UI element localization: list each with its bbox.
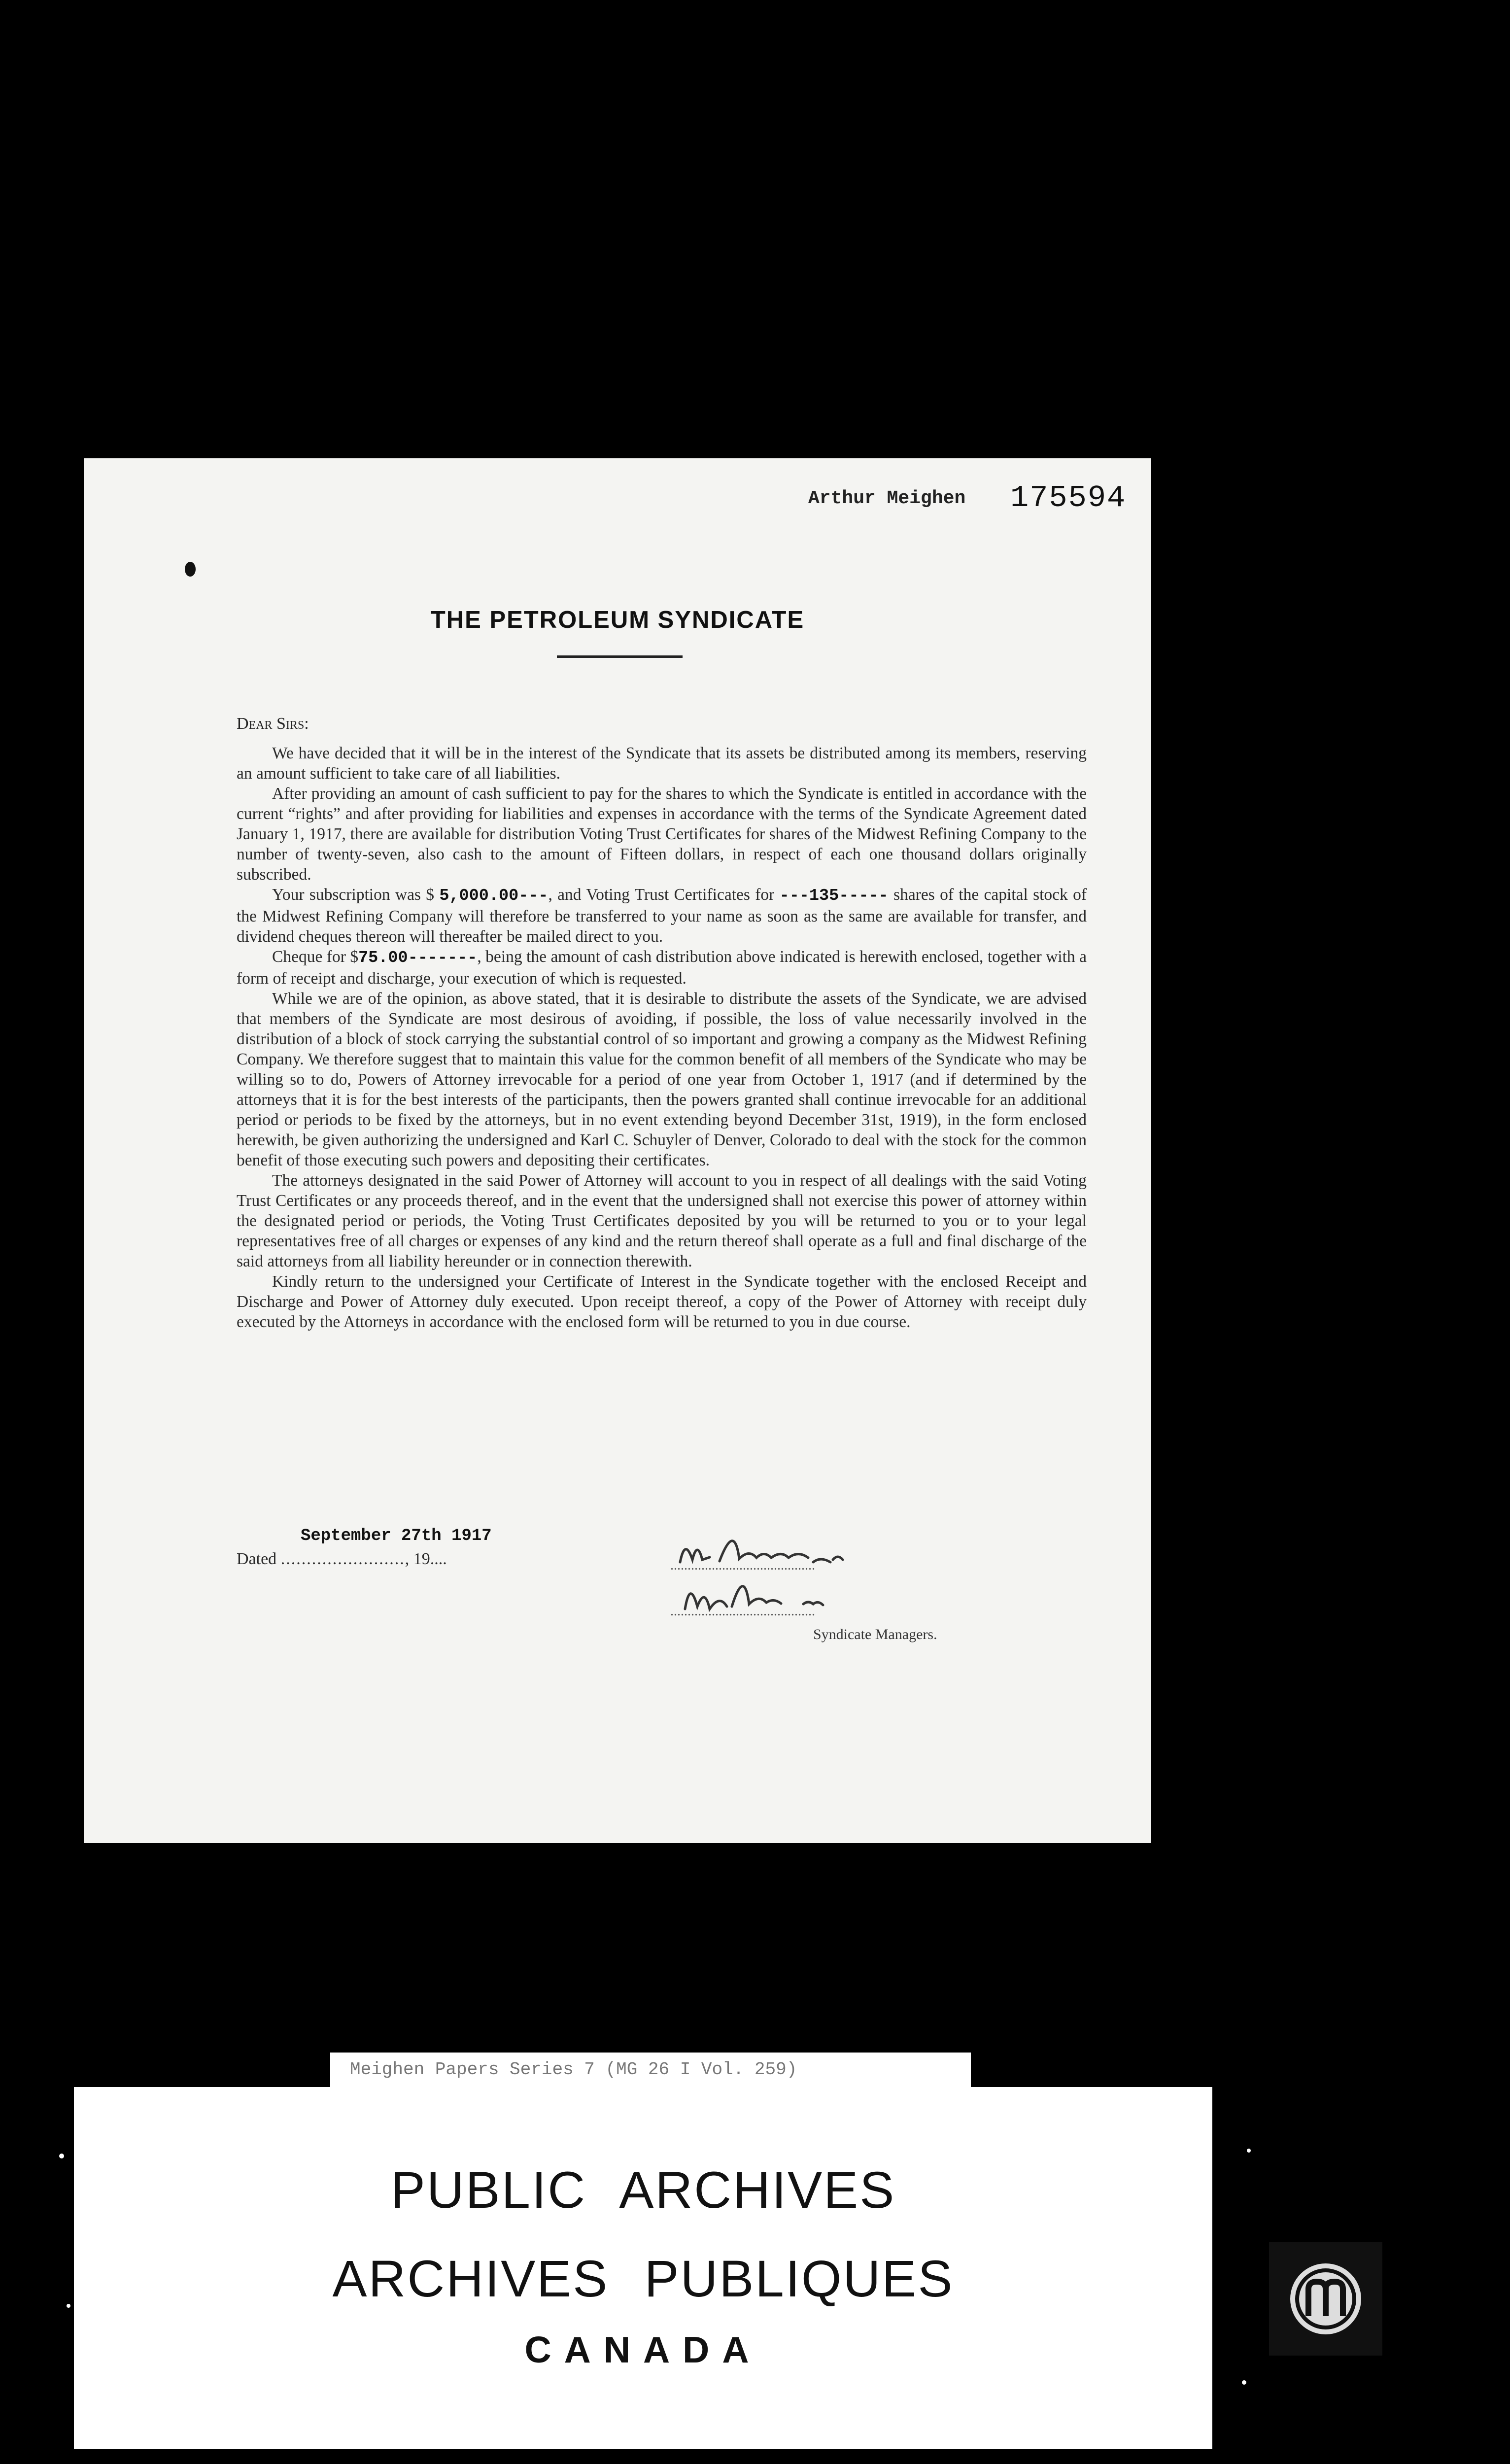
reference-number: 175594 xyxy=(1010,480,1127,515)
syndicate-managers-label: Syndicate Managers. xyxy=(813,1626,937,1643)
typed-date: September 27th 1917 xyxy=(301,1527,492,1545)
paragraph-5: While we are of the opinion, as above stated, that it is desirable to distribute the assets of the Syndicate, we are advised that members of the Syndicate are most desirous of avoiding, if possible, the loss of value necessarily involved in the distribution of a block of stock carrying the substantial control of so important and growing a company as the Midwest Refining Company. We therefore suggest that to maintain this value for the common benefit of all members of the Syndicate who may be willing so to do, Powers of Attorney irrevocable for a period of one year from October 1, 1917 (and if determined by the attorneys that it is for the best interests of the participants, then the powers granted shall continue irrevocable for an additional period or periods to be fixed by the attorneys, but in no event extending beyond December 31st, 1919), in the form enclosed herewith, be given authorizing the undersigned and Karl C. Schuyler of Denver, Colorado to deal with the stock for the common benefit of those executing such powers and depositing their certificates. xyxy=(237,990,1087,1169)
archive-reference-strip: Meighen Papers Series 7 (MG 26 I Vol. 259) xyxy=(330,2053,971,2089)
letter-page xyxy=(84,458,1151,1843)
archive-line-country: CANADA xyxy=(524,2329,762,2370)
share-count: ---135----- xyxy=(779,887,889,905)
cheque-description: , being the amount of cash distribution above indicated is herewith enclosed, together with a form of receipt and discharge, your execution of which is requested. xyxy=(237,948,1087,988)
certificates-text: , and Voting Trust Certificates for xyxy=(548,886,775,904)
year-prefix: , 19.... xyxy=(405,1550,447,1568)
manager-signatures xyxy=(665,1523,1060,1626)
paragraph-1: We have decided that it will be in the interest of the Syndicate that its assets be distributed among its members, reserving an amount sufficient to take care of all liabilities. xyxy=(237,744,1087,783)
reference-name: Arthur Meighen xyxy=(808,488,966,509)
transfer-text: shares of the capital stock of the Midwest Refining Company will therefore be transferred to your name as soon as the same are available for transfer, and dividend cheques thereon will thereafter be mailed direct to you. xyxy=(237,886,1087,946)
ink-blot xyxy=(185,562,196,577)
paragraph-2: After providing an amount of cash sufficient to pay for the shares to which the Syndicate is entitled in accordance with the current “rights” and after providing for liabilities and expenses in accordance with the terms of the Syndicate Agreement dated January 1, 1917, there are available for distribution Voting Trust Certificates for shares of the Midwest Refining Company to the number of twenty-seven, also cash to the amount of Fifteen dollars, in respect of each one thousand dollars originally subscribed. xyxy=(237,785,1087,884)
archive-line-french: ARCHIVES PUBLIQUES xyxy=(332,2250,954,2308)
letterhead-title: THE PETROLEUM SYNDICATE xyxy=(430,607,805,633)
dated-label: Dated xyxy=(237,1550,277,1568)
svg-text:..............................: .......................................... xyxy=(670,1558,815,1573)
paragraph-6: The attorneys designated in the said Power of Attorney will account to you in respect of all dealings with the said Voting Trust Certificates or any proceeds thereof, and in the event that the undersigned shall not exercise this power of attorney within the designated period or periods, the Voting Trust Certificates deposited by you will be returned to you or to your legal representatives free of all charges or expenses of any kind and the return thereof shall operate as a full and final discharge of the said attorneys from all liability hereunder or in connection therewith. xyxy=(237,1171,1087,1270)
archive-line-english: PUBLIC ARCHIVES xyxy=(390,2161,896,2219)
archive-card xyxy=(74,2087,1212,2449)
paragraph-3 xyxy=(237,885,1087,947)
title-underline xyxy=(557,655,683,658)
dated-dots: ........................ xyxy=(280,1550,405,1568)
date-line xyxy=(237,1550,447,1569)
cheque-amount: 75.00------- xyxy=(358,949,478,967)
paragraph-4 xyxy=(237,947,1087,989)
subscription-text: Your subscription was $ xyxy=(272,886,435,904)
paragraph-7: Kindly return to the undersigned your Certificate of Interest in the Syndicate together with the enclosed Receipt and Discharge and Power of Attorney duly executed. Upon receipt thereof, a copy of the Power of Attorney with receipt duly executed by the Attorneys in accordance with the enclosed form will be returned to you in due course. xyxy=(237,1272,1087,1331)
archives-logo-icon xyxy=(1269,2242,1382,2356)
cheque-text: Cheque for $ xyxy=(272,948,359,966)
salutation: Dear Sirs: xyxy=(237,715,309,733)
subscription-amount: 5,000.00--- xyxy=(439,887,549,905)
svg-text:..............................: .......................................... xyxy=(670,1604,815,1619)
letter-body xyxy=(237,743,1087,1332)
